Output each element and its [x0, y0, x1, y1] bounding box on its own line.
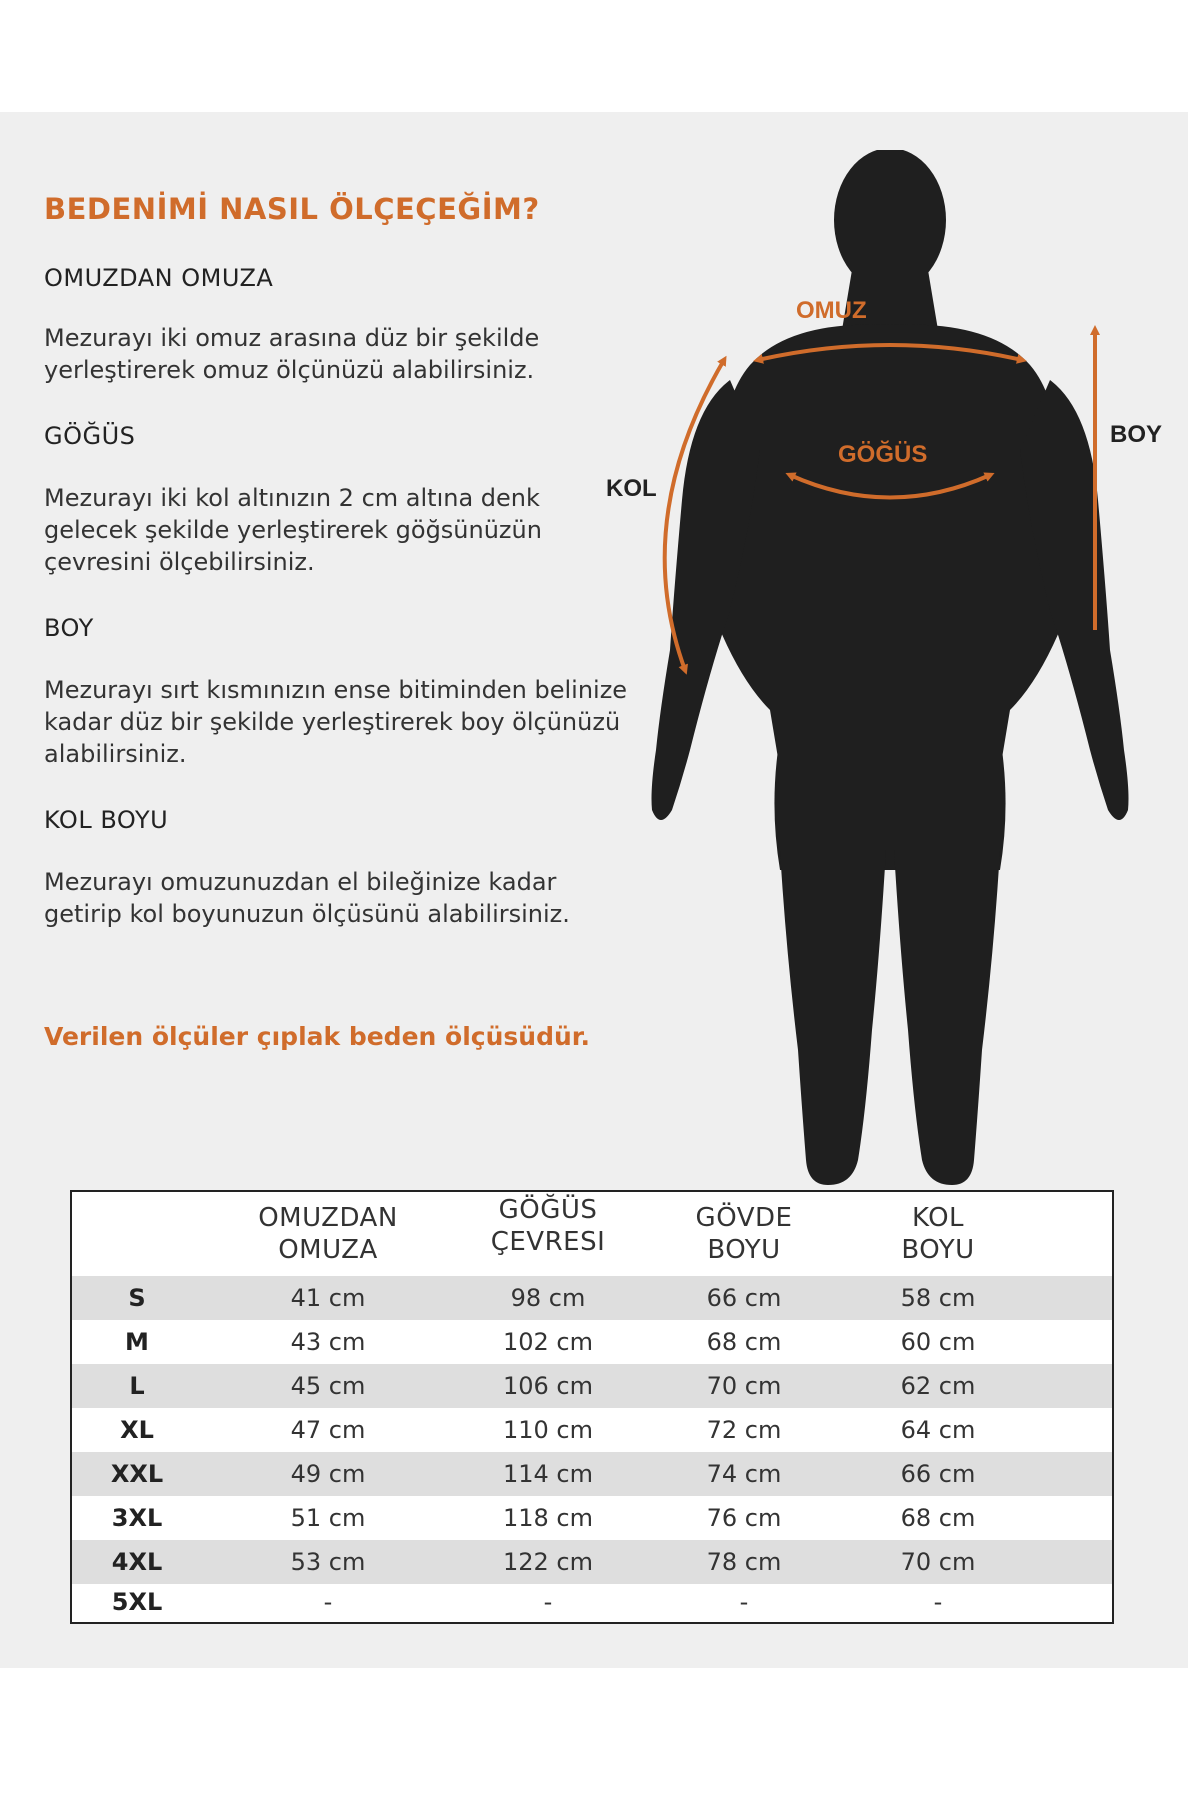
table-cell: 102 cm	[502, 1328, 593, 1356]
table-row	[72, 1496, 1112, 1540]
label-omuz: OMUZ	[796, 297, 867, 324]
header-body-length: GÖVDE BOYU	[695, 1203, 793, 1265]
size-table	[70, 1190, 1114, 1624]
size-label: M	[125, 1328, 149, 1356]
table-cell: 70 cm	[900, 1548, 976, 1576]
table-cell: -	[739, 1588, 749, 1616]
table-row	[72, 1452, 1112, 1496]
label-boy: BOY	[1110, 421, 1163, 448]
table-cell: 47 cm	[290, 1416, 366, 1444]
table-cell: 62 cm	[900, 1372, 976, 1400]
table-row	[72, 1320, 1112, 1364]
size-label: 4XL	[111, 1548, 163, 1576]
size-label: 5XL	[111, 1588, 163, 1616]
section-text-chest: Mezurayı iki kol altınızın 2 cm altına denk gelecek şekilde yerleştirerek göğsünüzün çevresini ölçebilirsiniz.	[44, 484, 542, 576]
table-cell: 64 cm	[900, 1416, 976, 1444]
measurement-note: Verilen ölçüler çıplak beden ölçüsüdür.	[44, 1022, 591, 1051]
table-cell: 70 cm	[706, 1372, 782, 1400]
section-heading-length: BOY	[44, 614, 94, 642]
size-label: L	[129, 1372, 145, 1400]
table-row	[72, 1540, 1112, 1584]
size-label: XL	[120, 1416, 154, 1444]
header-shoulder: OMUZDAN OMUZA	[258, 1203, 398, 1265]
table-cell: 78 cm	[706, 1548, 782, 1576]
size-label: 3XL	[111, 1504, 163, 1532]
body-silhouette-figure	[590, 150, 1180, 1190]
section-heading-chest: GÖĞÜS	[44, 422, 136, 450]
size-table-header	[72, 1192, 1112, 1276]
table-cell: 43 cm	[290, 1328, 366, 1356]
body-silhouette	[652, 150, 1129, 1185]
table-cell: 68 cm	[900, 1504, 976, 1532]
table-cell: 68 cm	[706, 1328, 782, 1356]
table-cell: 72 cm	[706, 1416, 782, 1444]
table-row	[72, 1364, 1112, 1408]
table-cell: 49 cm	[290, 1460, 366, 1488]
table-row	[72, 1408, 1112, 1452]
table-cell: -	[933, 1588, 943, 1616]
table-cell: 122 cm	[502, 1548, 593, 1576]
table-cell: 60 cm	[900, 1328, 976, 1356]
table-cell: 41 cm	[290, 1284, 366, 1312]
table-cell: 76 cm	[706, 1504, 782, 1532]
table-row	[72, 1276, 1112, 1320]
section-heading-shoulder: OMUZDAN OMUZA	[44, 264, 274, 292]
header-chest: GÖĞÜS ÇEVRESI	[490, 1195, 606, 1257]
header-sleeve-length: KOL BOYU	[901, 1203, 975, 1265]
table-cell: 66 cm	[900, 1460, 976, 1488]
table-cell: 66 cm	[706, 1284, 782, 1312]
table-cell: 98 cm	[510, 1284, 586, 1312]
label-kol: KOL	[606, 475, 657, 502]
table-cell: 110 cm	[502, 1416, 593, 1444]
section-text-shoulder: Mezurayı iki omuz arasına düz bir şekilde yerleştirerek omuz ölçünüzü alabilirsiniz.	[44, 324, 540, 384]
section-heading-sleeve: KOL BOYU	[44, 806, 169, 834]
table-cell: 58 cm	[900, 1284, 976, 1312]
table-row	[72, 1580, 1112, 1624]
table-cell: -	[323, 1588, 333, 1616]
label-gogus: GÖĞÜS	[838, 441, 928, 468]
table-cell: 74 cm	[706, 1460, 782, 1488]
section-text-length: Mezurayı sırt kısmınızın ense bitiminden belinize kadar düz bir şekilde yerleştirerek boy ölçünüzü alabilirsiniz.	[44, 676, 628, 768]
table-cell: 118 cm	[502, 1504, 593, 1532]
table-cell: 114 cm	[502, 1460, 593, 1488]
size-label: XXL	[110, 1460, 164, 1488]
table-cell: 45 cm	[290, 1372, 366, 1400]
table-cell: -	[543, 1588, 553, 1616]
table-cell: 51 cm	[290, 1504, 366, 1532]
size-label: S	[128, 1284, 146, 1312]
table-cell: 53 cm	[290, 1548, 366, 1576]
table-cell: 106 cm	[502, 1372, 593, 1400]
section-text-sleeve: Mezurayı omuzunuzdan el bileğinize kadar getirip kol boyunuzun ölçüsünü alabilirsiniz.	[44, 868, 570, 928]
guide-title: BEDENİMİ NASIL ÖLÇEÇEĞİM?	[44, 192, 540, 226]
